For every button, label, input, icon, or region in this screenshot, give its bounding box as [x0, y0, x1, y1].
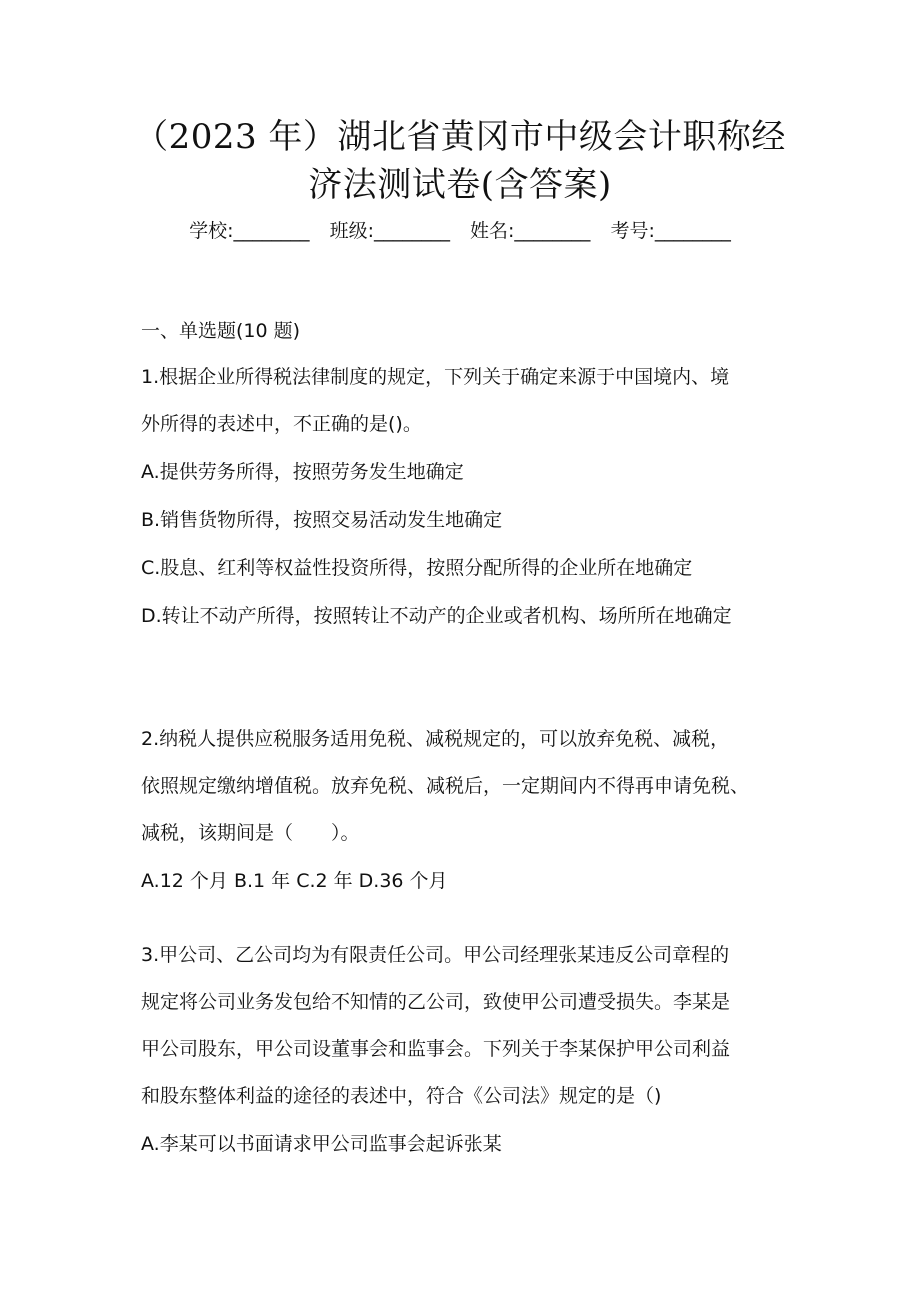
- q2-options: A.12 个月 B.1 年 C.2 年 D.36 个月: [141, 870, 448, 892]
- q2-stem-line-1: 2.纳税人提供应税服务适用免税、减税规定的，可以放弃免税、减税，: [141, 728, 730, 750]
- q1-option-b: B.销售货物所得，按照交易活动发生地确定: [141, 509, 503, 531]
- class-field: 班级:________: [329, 220, 450, 242]
- q2-stem-line-3: 减税，该期间是（ ）。: [141, 822, 360, 844]
- q3-option-a: A.李某可以书面请求甲公司监事会起诉张某: [141, 1133, 502, 1155]
- student-info-row: [0, 218, 920, 244]
- q3-stem-line-2: 规定将公司业务发包给不知情的乙公司，致使甲公司遭受损失。李某是: [141, 991, 731, 1013]
- exam-title-line-1: （2023 年）湖北省黄冈市中级会计职称经: [134, 117, 786, 157]
- section-heading: 一、单选题(10 题): [141, 320, 301, 342]
- exam-number-field: 考号:________: [610, 220, 731, 242]
- name-field: 姓名:________: [470, 220, 591, 242]
- q3-stem-line-3: 甲公司股东，甲公司设董事会和监事会。下列关于李某保护甲公司利益: [141, 1038, 731, 1060]
- q1-option-c: C.股息、红利等权益性投资所得，按照分配所得的企业所在地确定: [141, 557, 693, 579]
- q2-stem-line-2: 依照规定缴纳增值税。放弃免税、减税后，一定期间内不得再申请免税、: [141, 775, 750, 797]
- q1-stem-line-2: 外所得的表述中，不正确的是()。: [141, 413, 422, 435]
- q1-stem-line-1: 1.根据企业所得税法律制度的规定，下列关于确定来源于中国境内、境: [141, 366, 730, 388]
- q1-option-a: A.提供劳务所得，按照劳务发生地确定: [141, 461, 464, 483]
- exam-title-line-2: 济法测试卷(含答案): [308, 165, 612, 205]
- school-field: 学校:________: [189, 220, 310, 242]
- q3-stem-line-4: 和股东整体利益的途径的表述中，符合《公司法》规定的是（): [141, 1085, 662, 1107]
- q3-stem-line-1: 3.甲公司、乙公司均为有限责任公司。甲公司经理张某违反公司章程的: [141, 944, 730, 966]
- q1-option-d: D.转让不动产所得，按照转让不动产的企业或者机构、场所所在地确定: [141, 605, 732, 627]
